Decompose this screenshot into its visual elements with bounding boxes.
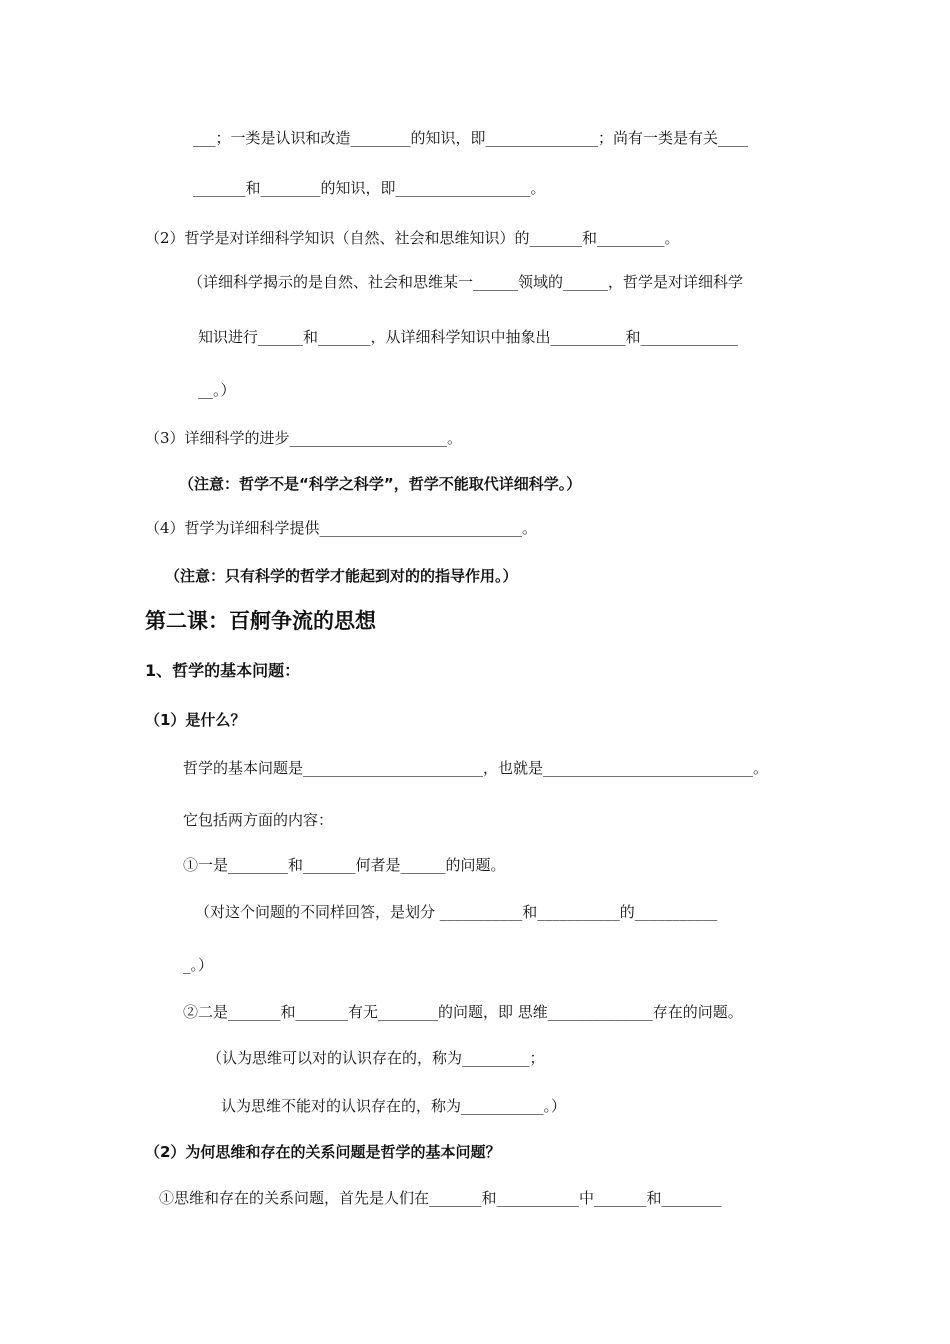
note-line: （注意：哲学不是“科学之科学”，哲学不能取代详细科学。） xyxy=(179,475,582,493)
text-line: _。） xyxy=(183,956,214,974)
text-line: （认为思维可以对的认识存在的，称为_________； xyxy=(207,1049,545,1067)
section-heading: 1、哲学的基本问题： xyxy=(145,661,301,680)
text-line: ①一是________和_______何者是______的问题。 xyxy=(183,856,506,874)
text-line: （4）哲学为详细科学提供___________________________。 xyxy=(145,519,538,537)
text-line: （详细科学揭示的是自然、社会和思维某一______领域的______，哲学是对详细科学 xyxy=(188,273,744,291)
lesson-heading: 第二课：百舸争流的思想 xyxy=(145,609,376,633)
text-line: ①思维和存在的关系问题，首先是人们在_______和___________中_______和________ xyxy=(159,1189,722,1207)
text-line: ___；一类是认识和改造________的知识，即_______________；尚有一类是有关____ xyxy=(193,129,749,147)
text-line: ②二是_______和_______有无________的问题，即 思维______________存在的问题。 xyxy=(183,1003,743,1021)
text-line: 它包括两方面的内容： xyxy=(183,811,334,829)
note-line: （注意：只有科学的哲学才能起到对的的指导作用。） xyxy=(165,567,518,585)
subsection-heading: （1）是什么？ xyxy=(145,711,246,729)
text-line: （2）哲学是对详细科学知识（自然、社会和思维知识）的_______和_________。 xyxy=(145,229,680,247)
subsection-heading: （2）为何思维和存在的关系问题是哲学的基本问题？ xyxy=(145,1143,501,1161)
text-line: _______和________的知识，即__________________。 xyxy=(193,179,546,197)
text-line: （3）详细科学的进步_____________________。 xyxy=(145,429,463,447)
text-line: 知识进行______和_______，从详细科学知识中抽象出__________和_____________ xyxy=(198,328,739,346)
text-line: __。） xyxy=(198,381,236,399)
text-line: 认为思维不能对的认识存在的，称为___________。） xyxy=(221,1097,567,1115)
text-line: （对这个问题的不同样回答，是划分 ___________和___________的___________ xyxy=(195,903,718,921)
text-line: 哲学的基本问题是________________________，也就是____________________________。 xyxy=(183,759,769,777)
